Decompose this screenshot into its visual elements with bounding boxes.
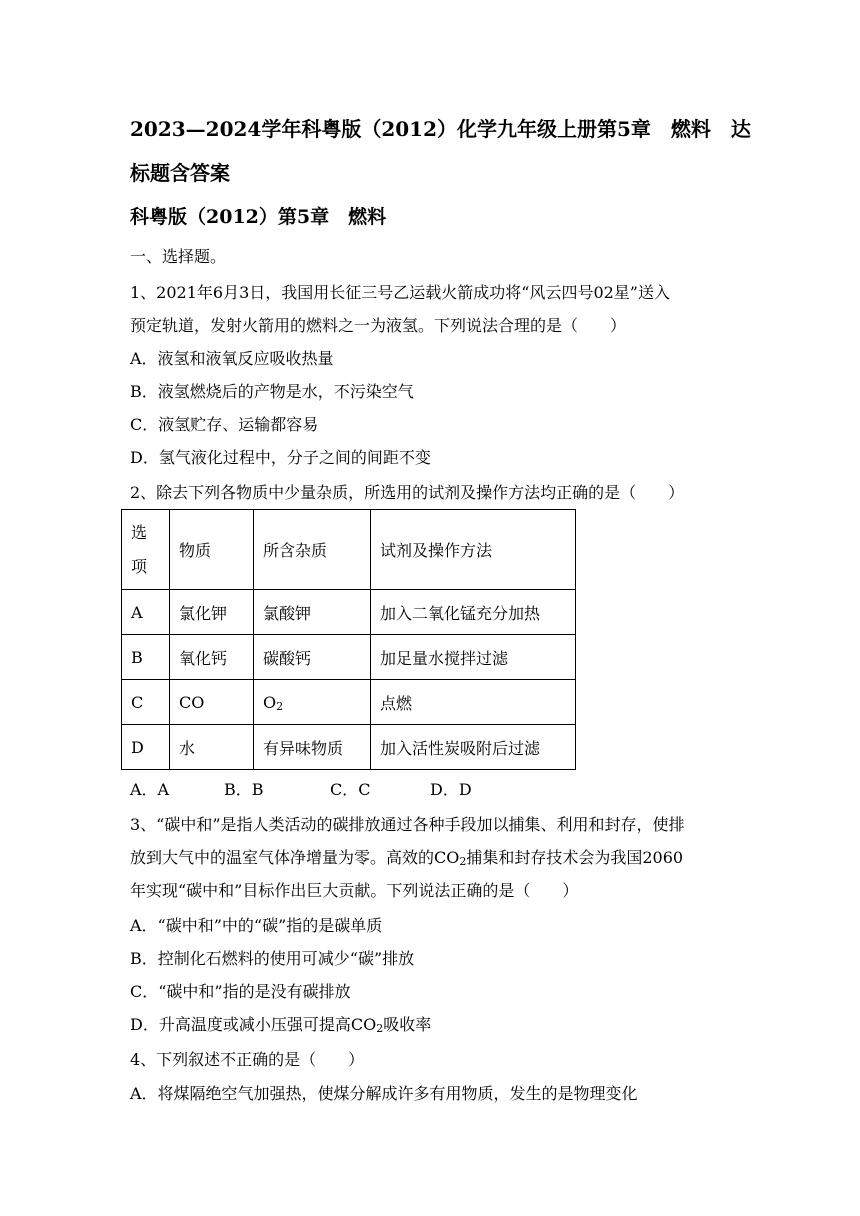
q1-stem-line1: 1、2021年6月3日，我国用长征三号乙运载火箭成功将“风云四号02星”送入 [130, 283, 670, 302]
q4-stem: 4、下列叙述不正确的是（ ） [130, 1050, 365, 1069]
q2-stem: 2、除去下列各物质中少量杂质，所选用的试剂及操作方法均正确的是（ ） [130, 483, 685, 502]
q3-option-d: D．升高温度或减小压强可提高$CO_2$吸收率 [130, 1015, 432, 1035]
q2-table [121, 509, 576, 770]
chapter-subtitle: 科粤版（2012）第5章 燃料 [130, 206, 387, 228]
table-cell: B [122, 635, 170, 680]
table-cell [254, 680, 371, 725]
q4-option-a: A．将煤隔绝空气加强热，使煤分解成许多有用物质，发生的是物理变化 [130, 1084, 638, 1103]
q1-option-b: B．液氢燃烧后的产物是水，不污染空气 [130, 382, 414, 401]
table-cell: 加足量水搅拌过滤 [371, 635, 576, 680]
q1-stem-line2: 预定轨道，发射火箭用的燃料之一为液氢。下列说法合理的是（ ） [130, 316, 627, 335]
section-heading: 一、选择题。 [130, 247, 227, 266]
q2-answer-a: A．A [130, 780, 170, 799]
table-cell: 氯酸钾 [254, 590, 371, 635]
q2-answer-d: D．D [430, 780, 472, 799]
table-header-cell: 试剂及操作方法 [371, 510, 576, 590]
table-header-row [122, 510, 576, 590]
table-row [122, 725, 576, 770]
q3-option-a: A．“碳中和”中的“碳”指的是碳单质 [130, 916, 383, 935]
q3-option-b: B．控制化石燃料的使用可减少“碳”排放 [130, 949, 415, 968]
q3-stem-line1: 3、“碳中和”是指人类活动的碳排放通过各种手段加以捕集、利用和封存，使排 [130, 815, 685, 834]
document-title-line1: 2023—2024学年科粤版（2012）化学九年级上册第5章 燃料 达 [130, 117, 751, 141]
table-row [122, 635, 576, 680]
table-cell: 加入二氧化锰充分加热 [371, 590, 576, 635]
q1-option-d: D．氢气液化过程中，分子之间的间距不变 [130, 448, 431, 467]
q2-answer-b: B．B [224, 780, 264, 799]
table-cell: 有异味物质 [254, 725, 371, 770]
table-cell: A [122, 590, 170, 635]
table-cell: 水 [170, 725, 254, 770]
table-header-cell: 物质 [170, 510, 254, 590]
table-cell: CO [170, 680, 254, 725]
q3-stem-line2: 放到大气中的温室气体净增量为零。高效的$CO_2$捕集和封存技术会为我国2060 [130, 848, 684, 868]
o2-subscript: 2 [276, 699, 284, 713]
table-row [122, 680, 576, 725]
q1-option-a: A．液氢和液氧反应吸收热量 [130, 349, 334, 368]
table-cell: 加入活性炭吸附后过滤 [371, 725, 576, 770]
table-cell: D [122, 725, 170, 770]
table-cell: 氯化钾 [170, 590, 254, 635]
table-cell: 碳酸钙 [254, 635, 371, 680]
o2-formula: O [263, 692, 277, 712]
q3-stem-line3: 年实现“碳中和”目标作出巨大贡献。下列说法正确的是（ ） [130, 881, 579, 900]
document-title-line2: 标题含答案 [130, 161, 230, 185]
table-header-cell: 所含杂质 [254, 510, 371, 590]
table-row [122, 590, 576, 635]
table-header-cell: 选项 [122, 510, 170, 590]
q2-answers [130, 778, 472, 802]
table-cell: 氧化钙 [170, 635, 254, 680]
q1-option-c: C．液氢贮存、运输都容易 [130, 415, 319, 434]
q3-option-c: C．“碳中和”指的是没有碳排放 [130, 982, 351, 1001]
table-cell: C [122, 680, 170, 725]
q2-answer-c: C．C [330, 780, 371, 799]
table-cell: 点燃 [371, 680, 576, 725]
